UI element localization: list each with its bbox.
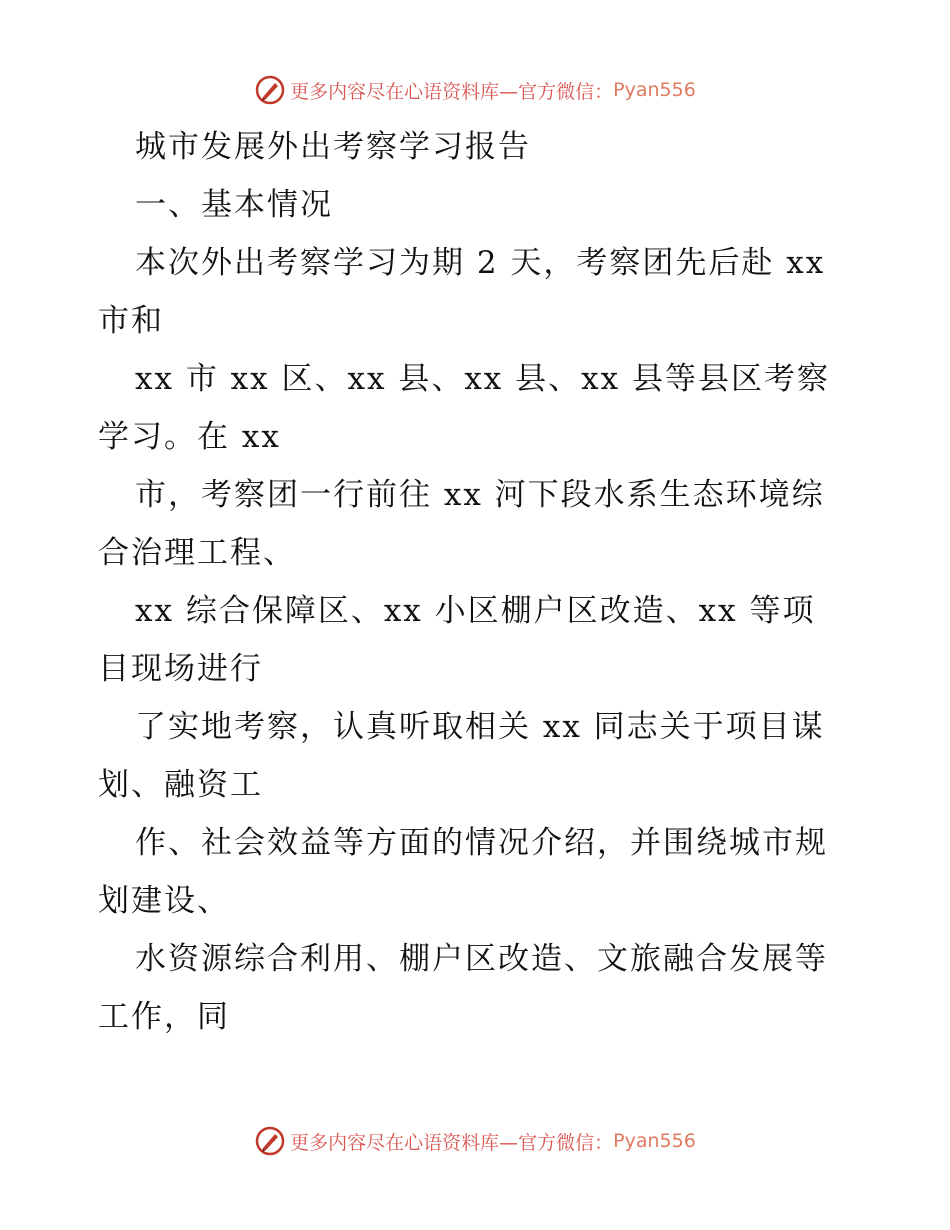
paragraph-line: 目现场进行	[98, 651, 263, 687]
pen-logo-icon	[254, 74, 286, 106]
paragraph-line: 了实地考察，认真听取相关 xx 同志关于项目谋	[135, 709, 825, 745]
banner-wechat-id: Pyan556	[613, 79, 696, 101]
pen-logo-icon	[254, 1125, 286, 1157]
paragraph-line: 市，考察团一行前往 xx 河下段水系生态环境综	[135, 477, 825, 513]
paragraph-line: 水资源综合利用、棚户区改造、文旅融合发展等	[135, 941, 828, 977]
paragraph-line: 划建设、	[98, 883, 230, 919]
paragraph-line: 工作，同	[98, 999, 230, 1035]
banner-wechat-id: Pyan556	[613, 1130, 696, 1152]
document-body	[98, 118, 858, 1046]
section-heading: 一、基本情况	[135, 187, 333, 223]
paragraph-line: 划、融资工	[98, 767, 263, 803]
paragraph-line: 合治理工程、	[98, 535, 296, 571]
header-watermark-banner	[0, 70, 950, 110]
paragraph-line: 本次外出考察学习为期 2 天，考察团先后赴 xx	[135, 245, 826, 281]
banner-text: 更多内容尽在心语资料库—官方微信：	[290, 1131, 614, 1154]
paragraph-line: 作、社会效益等方面的情况介绍，并围绕城市规	[135, 825, 828, 861]
paragraph-line: xx 综合保障区、xx 小区棚户区改造、xx 等项	[135, 593, 816, 629]
footer-watermark-banner	[0, 1121, 950, 1161]
paragraph-line: 市和	[98, 303, 164, 339]
banner-text: 更多内容尽在心语资料库—官方微信：	[290, 80, 614, 103]
document-title: 城市发展外出考察学习报告	[135, 129, 531, 165]
paragraph-line: 学习。在 xx	[98, 419, 281, 455]
paragraph-line: xx 市 xx 区、xx 县、xx 县、xx 县等县区考察	[135, 361, 830, 397]
